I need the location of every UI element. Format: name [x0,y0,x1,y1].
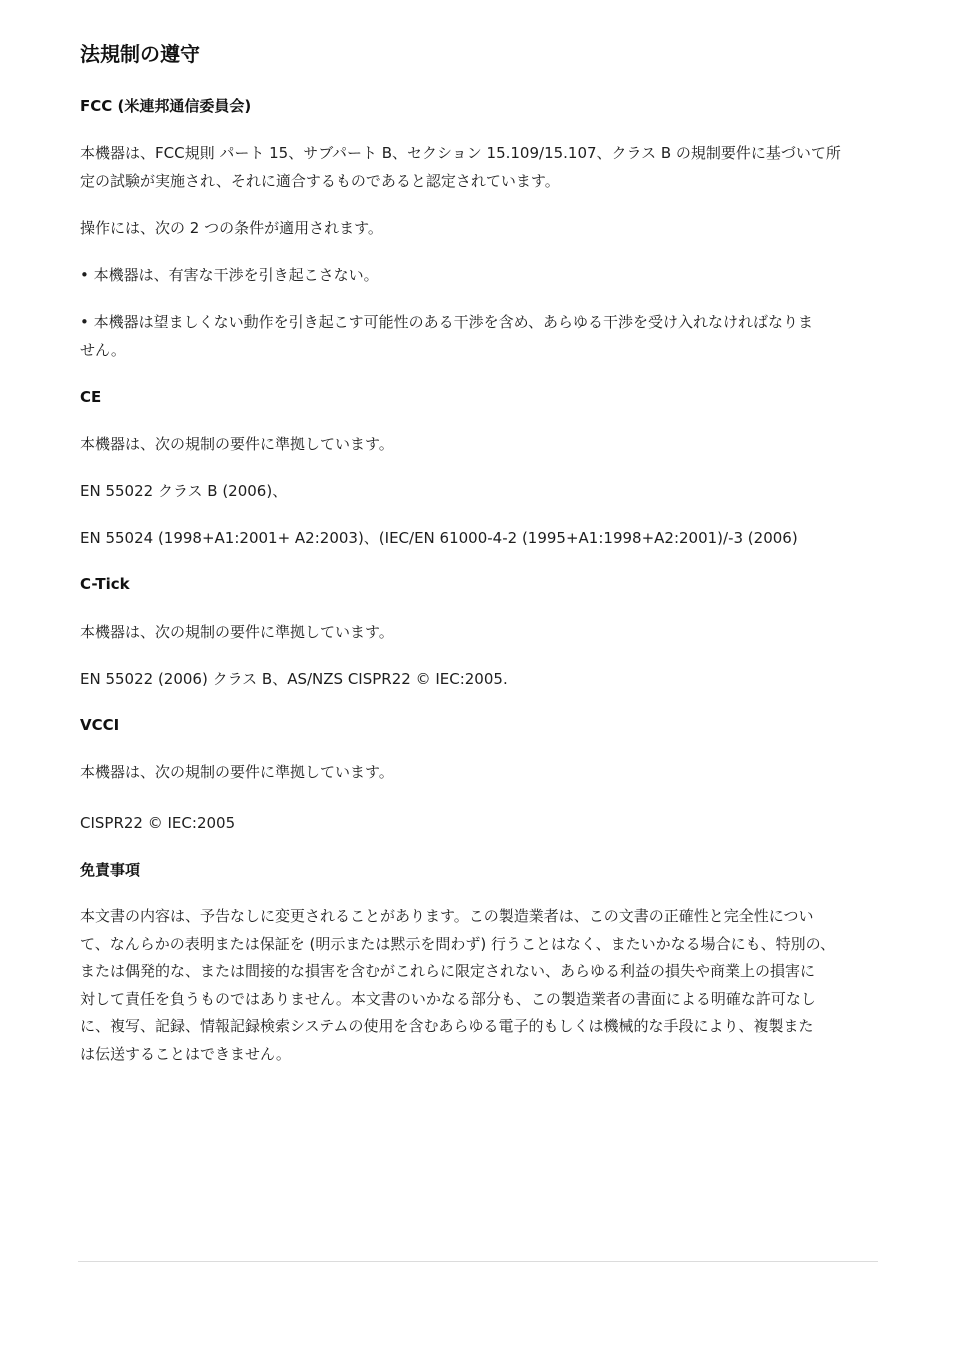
footer-divider [78,1261,878,1262]
ce-standard-2: EN 55024 (1998+A1:2001+ A2:2003)、(IEC/EN 61000-4-2 (1995+A1:1998+A2:2001)/-3 (2006) [80,529,798,547]
page-title: 法規制の遵守 [80,42,200,66]
ctick-heading: C-Tick [80,575,130,593]
fcc-bullet-2-line: • 本機器は望ましくない動作を引き起こす可能性のある干渉を含め、あらゆる干渉を受け入れなければなりま [80,313,814,331]
disclaimer-line: に、複写、記録、情報記録検索システムの使用を含むあらゆる電子的もしくは機械的な手段により、複製また [80,1017,814,1035]
disclaimer-line: 対して責任を負うものではありません。本文書のいかなる部分も、この製造業者の書面による明確な許可なし [80,989,816,1008]
fcc-conditions-intro: 操作には、次の 2 つの条件が適用されます。 [80,219,383,237]
disclaimer-line: 本文書の内容は、予告なしに変更されることがあります。この製造業者は、この文書の正確性と完全性につい [80,907,814,925]
vcci-standard: CISPR22 © IEC:2005 [80,814,236,832]
fcc-bullet-2-line: せん。 [80,340,126,359]
ctick-intro: 本機器は、次の規制の要件に準拠しています。 [80,623,394,641]
disclaimer-line: て、なんらかの表明または保証を (明示または黙示を問わず) 行うことはなく、またいかなる場合にも、特別の、 [80,934,836,953]
fcc-bullet-1: • 本機器は、有害な干渉を引き起こさない。 [80,266,379,284]
vcci-heading: VCCI [80,716,120,734]
ce-intro: 本機器は、次の規制の要件に準拠しています。 [80,435,394,453]
fcc-paragraph-line: 本機器は、FCC規則 パート 15、サブパート B、セクション 15.109/15.107、クラス B の規制要件に基づいて所 [80,144,841,162]
vcci-intro: 本機器は、次の規制の要件に準拠しています。 [80,763,394,781]
disclaimer-line: は伝送することはできません。 [80,1044,291,1063]
disclaimer-heading: 免責事項 [80,861,141,879]
ce-standard-1: EN 55022 クラス B (2006)、 [80,482,288,500]
fcc-paragraph [80,140,880,195]
disclaimer-paragraph [80,903,892,1068]
fcc-paragraph-line: 定の試験が実施され、それに適合するものであると認定されています。 [80,171,560,190]
ce-heading: CE [80,388,102,406]
ctick-standard: EN 55022 (2006) クラス B、AS/NZS CISPR22 © IEC:2005. [80,670,508,688]
disclaimer-line: または偶発的な、または間接的な損害を含むがこれらに限定されない、あらゆる利益の損失や商業上の損害に [80,962,816,980]
fcc-heading: FCC (米連邦通信委員会) [80,97,252,115]
fcc-bullet-2 [80,309,880,364]
